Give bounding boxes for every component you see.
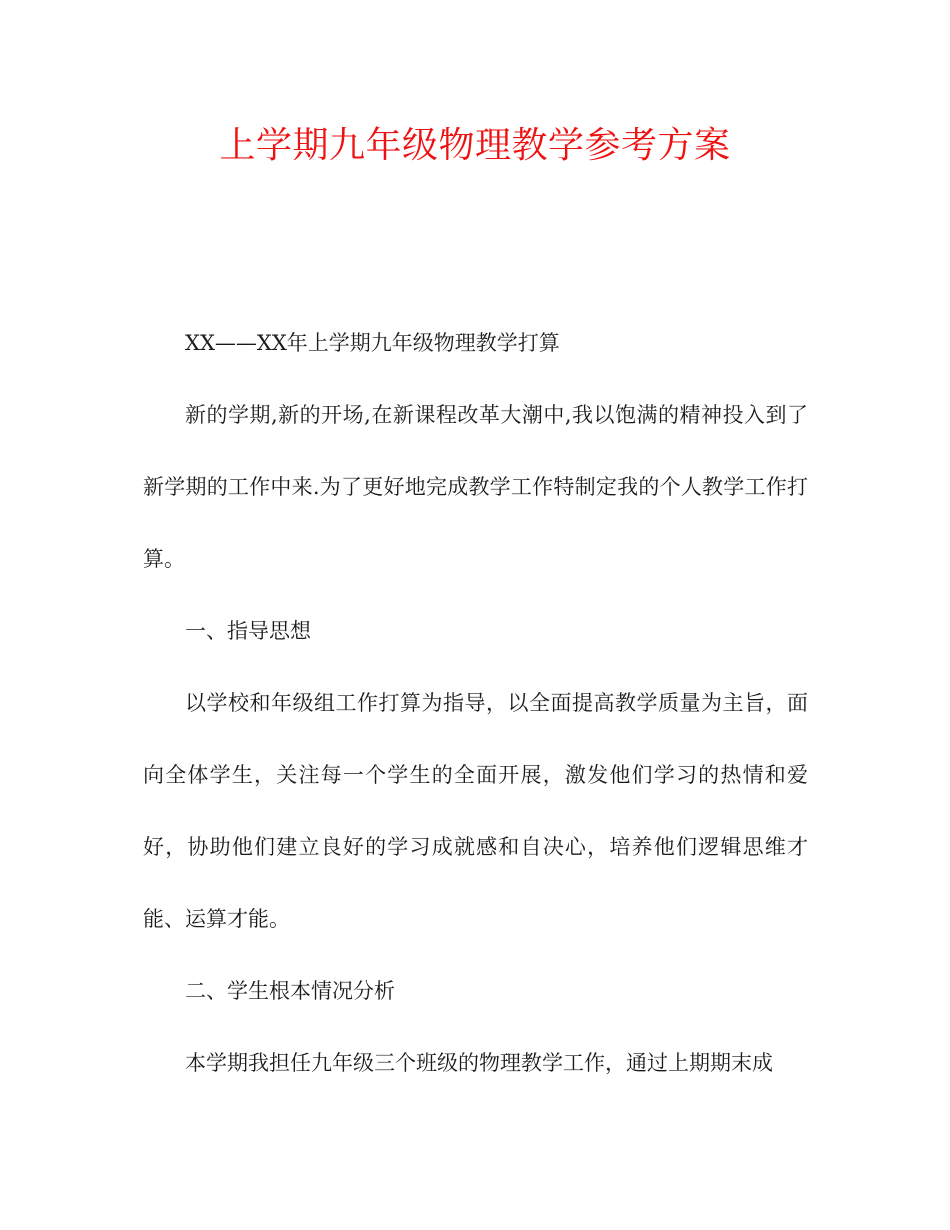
section-heading-guiding-ideology: 一、指导思想 [185, 619, 311, 643]
plan-subtitle: XX——XX年上学期九年级物理教学打算 [185, 331, 560, 355]
document-body [143, 307, 808, 1099]
student-analysis-paragraph: 本学期我担任九年级三个班级的物理教学工作，通过上期期末成 [185, 1051, 773, 1075]
document-title: 上学期九年级物理教学参考方案 [219, 125, 731, 166]
section-heading-student-analysis: 二、学生根本情况分析 [185, 979, 395, 1003]
intro-paragraph: 新的学期,新的开场,在新课程改革大潮中,我以饱满的精神投入到了新学期的工作中来.为了更好地完成教学工作特制定我的个人教学工作打算。 [143, 403, 808, 571]
guiding-ideology-paragraph: 以学校和年级组工作打算为指导，以全面提高教学质量为主旨，面向全体学生，关注每一个学生的全面开展，激发他们学习的热情和爱好，协助他们建立良好的学习成就感和自决心，培养他们逻辑思维才能、运算才能。 [143, 691, 808, 931]
